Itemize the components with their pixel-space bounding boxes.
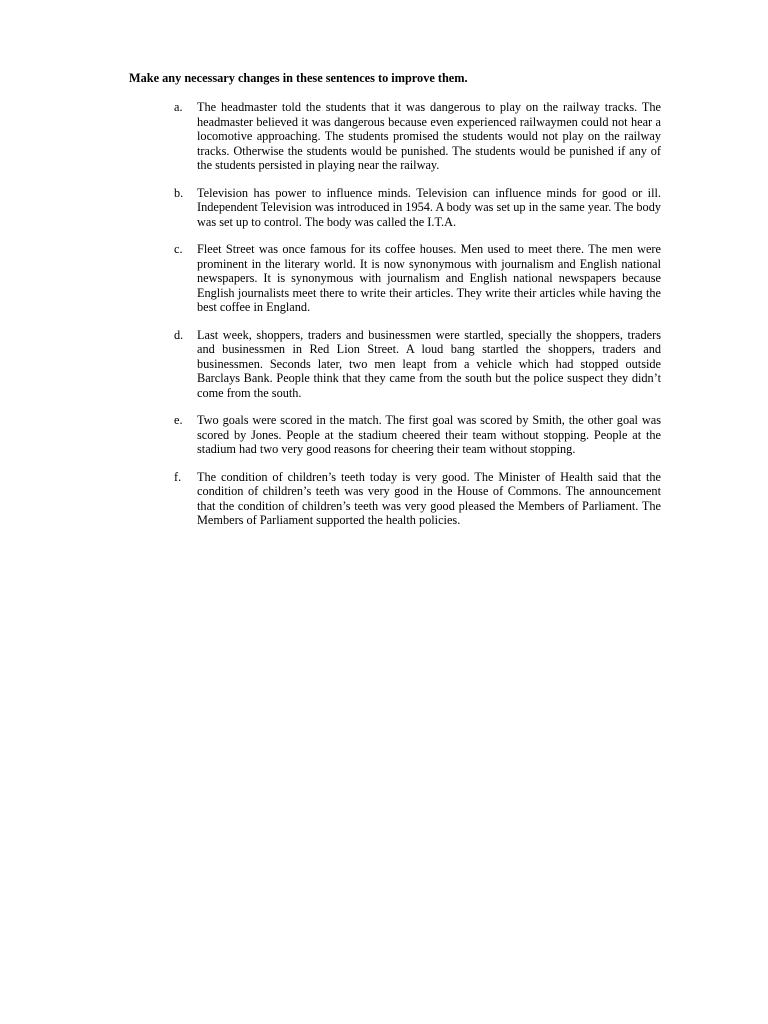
item-letter: d. <box>174 327 184 342</box>
exercise-item-e <box>174 413 661 457</box>
exercise-item-f <box>174 470 661 528</box>
item-letter: c. <box>174 242 183 256</box>
item-letter: a. <box>174 100 183 114</box>
item-text: Last week, shoppers, traders and businessmen were startled, specially the shoppers, traders and businessmen in Red Lion Street. A loud bang startled the shoppers, traders and businessmen. Seconds later, two men leapt from a vehicle which had stopped outside Barclays Bank. People think that they came from the south but the police suspect they didn’t come from the south. <box>197 327 661 400</box>
item-text: Fleet Street was once famous for its coffee houses. Men used to meet there. The men were prominent in the literary world. It is now synonymous with journalism and English national newspapers. It is synonymous with journalism and English national newspapers because English journalists meet there to write their articles. They write their articles while having the best coffee in England. <box>197 242 661 314</box>
item-letter: b. <box>174 185 184 200</box>
exercise-item-d <box>174 328 661 401</box>
exercise-heading: Make any necessary changes in these sentences to improve them. <box>129 71 468 85</box>
item-letter: f. <box>174 469 182 484</box>
exercise-item-a <box>174 100 661 173</box>
exercise-item-c <box>174 242 661 315</box>
item-letter: e. <box>174 413 183 427</box>
item-text: The headmaster told the students that it was dangerous to play on the railway tracks. The headmaster believed it was dangerous because even experienced railwaymen could not hear a locomotive approaching. The students promised the students would not play on the railway tracks. Otherwise the students would be punished. The students would be punished if any of the students persisted in playing near the railway. <box>197 100 661 172</box>
item-text: Two goals were scored in the match. The first goal was scored by Smith, the other goal was scored by Jones. People at the stadium cheered their team without stopping. People at the stadium had two very good reasons for cheering their team without stopping. <box>197 413 661 456</box>
exercise-item-b <box>174 186 661 230</box>
item-text: Television has power to influence minds. Television can influence minds for good or ill. Independent Television was introduced in 1954. A body was set up in the same year. The body was set up to control. The body was called the I.T.A. <box>197 185 661 229</box>
exercise-list <box>174 100 661 541</box>
item-text: The condition of children’s teeth today is very good. The Minister of Health said that the condition of children’s teeth was very good in the House of Commons. The announcement that the condition of children’s teeth was very good pleased the Members of Parliament. The Members of Parliament supported the health policies. <box>197 469 661 527</box>
